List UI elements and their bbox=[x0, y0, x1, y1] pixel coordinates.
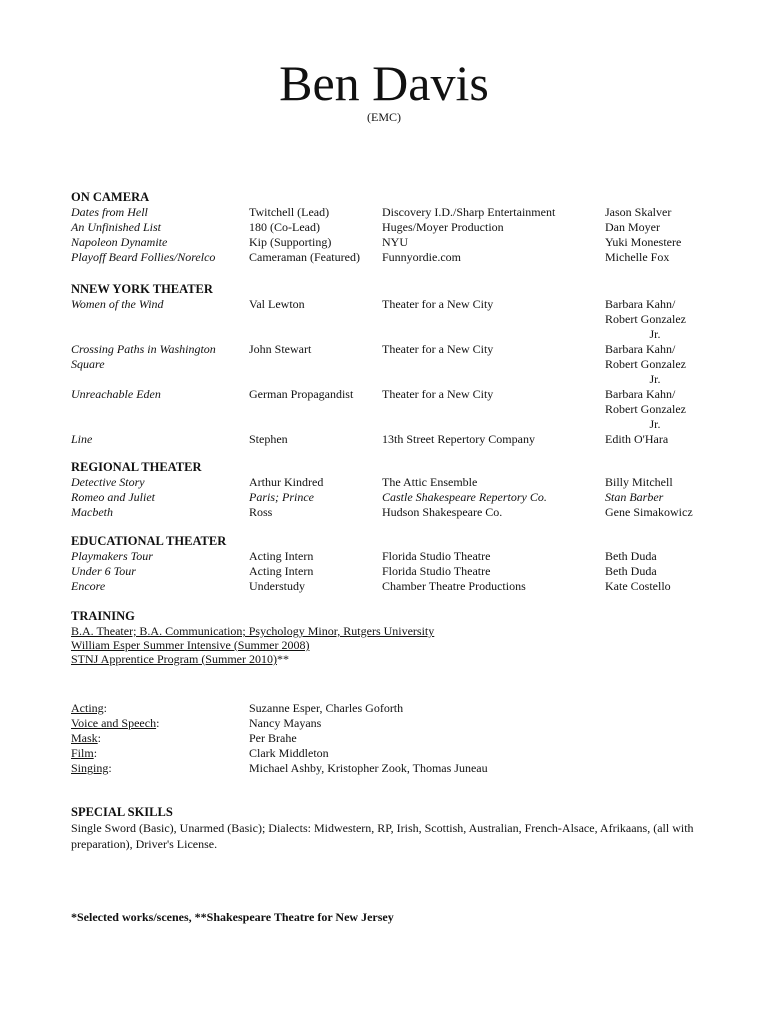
credit-row bbox=[71, 579, 711, 594]
credit-role: Ross bbox=[249, 505, 273, 519]
credit-company: Theater for a New City bbox=[382, 342, 494, 356]
coach-names: Per Brahe bbox=[249, 731, 297, 745]
credit-role: John Stewart bbox=[249, 342, 312, 356]
coach-label-wrapper: Mask: bbox=[71, 731, 102, 745]
credit-company: Theater for a New City bbox=[382, 387, 494, 401]
credit-row bbox=[71, 250, 711, 265]
credit-director bbox=[605, 387, 715, 432]
section-new-york-theater bbox=[71, 282, 711, 447]
section-title: SPECIAL SKILLS bbox=[71, 805, 173, 819]
coach-label: Acting bbox=[71, 701, 104, 715]
credit-company: Chamber Theatre Productions bbox=[382, 579, 526, 593]
director-line: Robert Gonzalez bbox=[605, 312, 686, 326]
coach-names: Nancy Mayans bbox=[249, 716, 322, 730]
coach-label-wrapper: Film: bbox=[71, 746, 98, 760]
credit-company: The Attic Ensemble bbox=[382, 475, 478, 489]
credit-director: Jason Skalver bbox=[605, 205, 672, 219]
credit-director: Edith O'Hara bbox=[605, 432, 669, 446]
credit-row bbox=[71, 490, 711, 505]
footnote-marker: ** bbox=[276, 652, 289, 666]
credit-title: Napoleon Dynamite bbox=[71, 235, 168, 249]
credit-director: Yuki Monestere bbox=[605, 235, 682, 249]
director-line: Jr. bbox=[649, 417, 661, 431]
section-educational-theater bbox=[71, 534, 711, 594]
credit-director: Michelle Fox bbox=[605, 250, 670, 264]
credit-company: Theater for a New City bbox=[382, 297, 494, 311]
credit-title: Detective Story bbox=[71, 475, 145, 489]
director-line: Barbara Kahn/ bbox=[605, 342, 676, 356]
credit-row bbox=[71, 342, 711, 387]
credit-director: Stan Barber bbox=[605, 490, 664, 504]
credit-title: Macbeth bbox=[71, 505, 113, 519]
credit-role: German Propagandist bbox=[249, 387, 354, 401]
credit-role: Acting Intern bbox=[249, 549, 314, 563]
coach-row bbox=[71, 746, 711, 761]
training-line: William Esper Summer Intensive (Summer 2008) bbox=[71, 638, 310, 652]
credit-role: 180 (Co-Lead) bbox=[249, 220, 320, 234]
section-regional-theater bbox=[71, 460, 711, 520]
credit-row bbox=[71, 505, 711, 520]
credit-director: Gene Simakowicz bbox=[605, 505, 693, 519]
director-line: Jr. bbox=[649, 327, 661, 341]
credit-title: Crossing Paths in Washington Square bbox=[71, 342, 216, 371]
credit-role: Stephen bbox=[249, 432, 288, 446]
credit-row bbox=[71, 475, 711, 490]
credit-director bbox=[605, 297, 715, 342]
coaches-list bbox=[71, 701, 711, 776]
credit-company: Florida Studio Theatre bbox=[382, 549, 491, 563]
coach-row bbox=[71, 761, 711, 776]
coach-label: Film bbox=[71, 746, 94, 760]
credit-row bbox=[71, 564, 711, 579]
credit-row bbox=[71, 235, 711, 250]
credit-director: Dan Moyer bbox=[605, 220, 660, 234]
credit-director: Beth Duda bbox=[605, 549, 657, 563]
credit-role: Understudy bbox=[249, 579, 305, 593]
director-line: Barbara Kahn/ bbox=[605, 387, 676, 401]
footnote: *Selected works/scenes, **Shakespeare Theatre for New Jersey bbox=[71, 910, 394, 924]
coach-row bbox=[71, 701, 711, 716]
section-training bbox=[71, 609, 711, 666]
credit-role: Arthur Kindred bbox=[249, 475, 324, 489]
coach-label: Singing bbox=[71, 761, 109, 775]
union-status: (EMC) bbox=[367, 110, 401, 124]
coach-names: Clark Middleton bbox=[249, 746, 329, 760]
training-line: STNJ Apprentice Program (Summer 2010) bbox=[71, 652, 277, 666]
credit-role: Paris; Prince bbox=[249, 490, 314, 504]
training-line: B.A. Theater; B.A. Communication; Psychology Minor, Rutgers University bbox=[71, 624, 435, 638]
credit-title: Under 6 Tour bbox=[71, 564, 136, 578]
credit-company: Hudson Shakespeare Co. bbox=[382, 505, 503, 519]
credit-row bbox=[71, 205, 711, 220]
director-line: Robert Gonzalez bbox=[605, 402, 686, 416]
credit-company: Funnyordie.com bbox=[382, 250, 461, 264]
director-line: Robert Gonzalez bbox=[605, 357, 686, 371]
credit-row bbox=[71, 387, 711, 432]
coach-names: Michael Ashby, Kristopher Zook, Thomas Juneau bbox=[249, 761, 488, 775]
credit-company: 13th Street Repertory Company bbox=[382, 432, 535, 446]
credit-role: Cameraman (Featured) bbox=[249, 250, 360, 264]
section-title: ON CAMERA bbox=[71, 190, 150, 204]
coach-label-wrapper: Acting: bbox=[71, 701, 108, 715]
credit-director: Kate Costello bbox=[605, 579, 671, 593]
credit-director: Billy Mitchell bbox=[605, 475, 673, 489]
credit-title: Playmakers Tour bbox=[71, 549, 153, 563]
credit-director: Beth Duda bbox=[605, 564, 657, 578]
credit-title: Line bbox=[71, 432, 93, 446]
credit-title: Unreachable Eden bbox=[71, 387, 161, 401]
credit-role: Acting Intern bbox=[249, 564, 314, 578]
director-line: Jr. bbox=[649, 372, 661, 386]
credit-row bbox=[71, 297, 711, 342]
coach-row bbox=[71, 731, 711, 746]
credit-role: Twitchell (Lead) bbox=[249, 205, 330, 219]
credit-role: Kip (Supporting) bbox=[249, 235, 332, 249]
credit-row bbox=[71, 432, 711, 447]
coach-row bbox=[71, 716, 711, 731]
section-title: EDUCATIONAL THEATER bbox=[71, 534, 227, 548]
coach-label: Mask bbox=[71, 731, 98, 745]
section-title: TRAINING bbox=[71, 609, 135, 623]
section-special-skills bbox=[71, 805, 711, 852]
credit-company: Discovery I.D./Sharp Entertainment bbox=[382, 205, 556, 219]
coach-label: Voice and Speech bbox=[71, 716, 157, 730]
credit-title: Romeo and Juliet bbox=[71, 490, 155, 504]
training-line-wrapper bbox=[71, 652, 711, 666]
credit-row bbox=[71, 220, 711, 235]
credit-company: Castle Shakespeare Repertory Co. bbox=[382, 490, 547, 504]
section-on-camera bbox=[71, 190, 711, 265]
credit-title: Playoff Beard Follies/Norelco bbox=[71, 250, 216, 264]
credit-company: NYU bbox=[382, 235, 408, 249]
coach-label-wrapper: Singing: bbox=[71, 761, 112, 775]
credit-company: Florida Studio Theatre bbox=[382, 564, 491, 578]
credit-company: Huges/Moyer Production bbox=[382, 220, 504, 234]
director-line: Barbara Kahn/ bbox=[605, 297, 676, 311]
credit-director bbox=[605, 342, 715, 387]
credit-row bbox=[71, 549, 711, 564]
section-title: NNEW YORK THEATER bbox=[71, 282, 213, 296]
credit-role: Val Lewton bbox=[249, 297, 305, 311]
skills-text: Single Sword (Basic), Unarmed (Basic); Dialects: Midwestern, RP, Irish, Scottish, Australian, French-Alsace, Afrikaans, (all with preparation), Driver's License. bbox=[71, 821, 694, 851]
credit-title: Dates from Hell bbox=[71, 205, 148, 219]
coach-names: Suzanne Esper, Charles Goforth bbox=[249, 701, 404, 715]
credit-title: Encore bbox=[71, 579, 106, 593]
section-title: REGIONAL THEATER bbox=[71, 460, 202, 474]
credit-title: An Unfinished List bbox=[71, 220, 162, 234]
credit-title: Women of the Wind bbox=[71, 297, 164, 311]
coach-label-wrapper: Voice and Speech: bbox=[71, 716, 160, 730]
actor-name: Ben Davis bbox=[279, 55, 489, 111]
